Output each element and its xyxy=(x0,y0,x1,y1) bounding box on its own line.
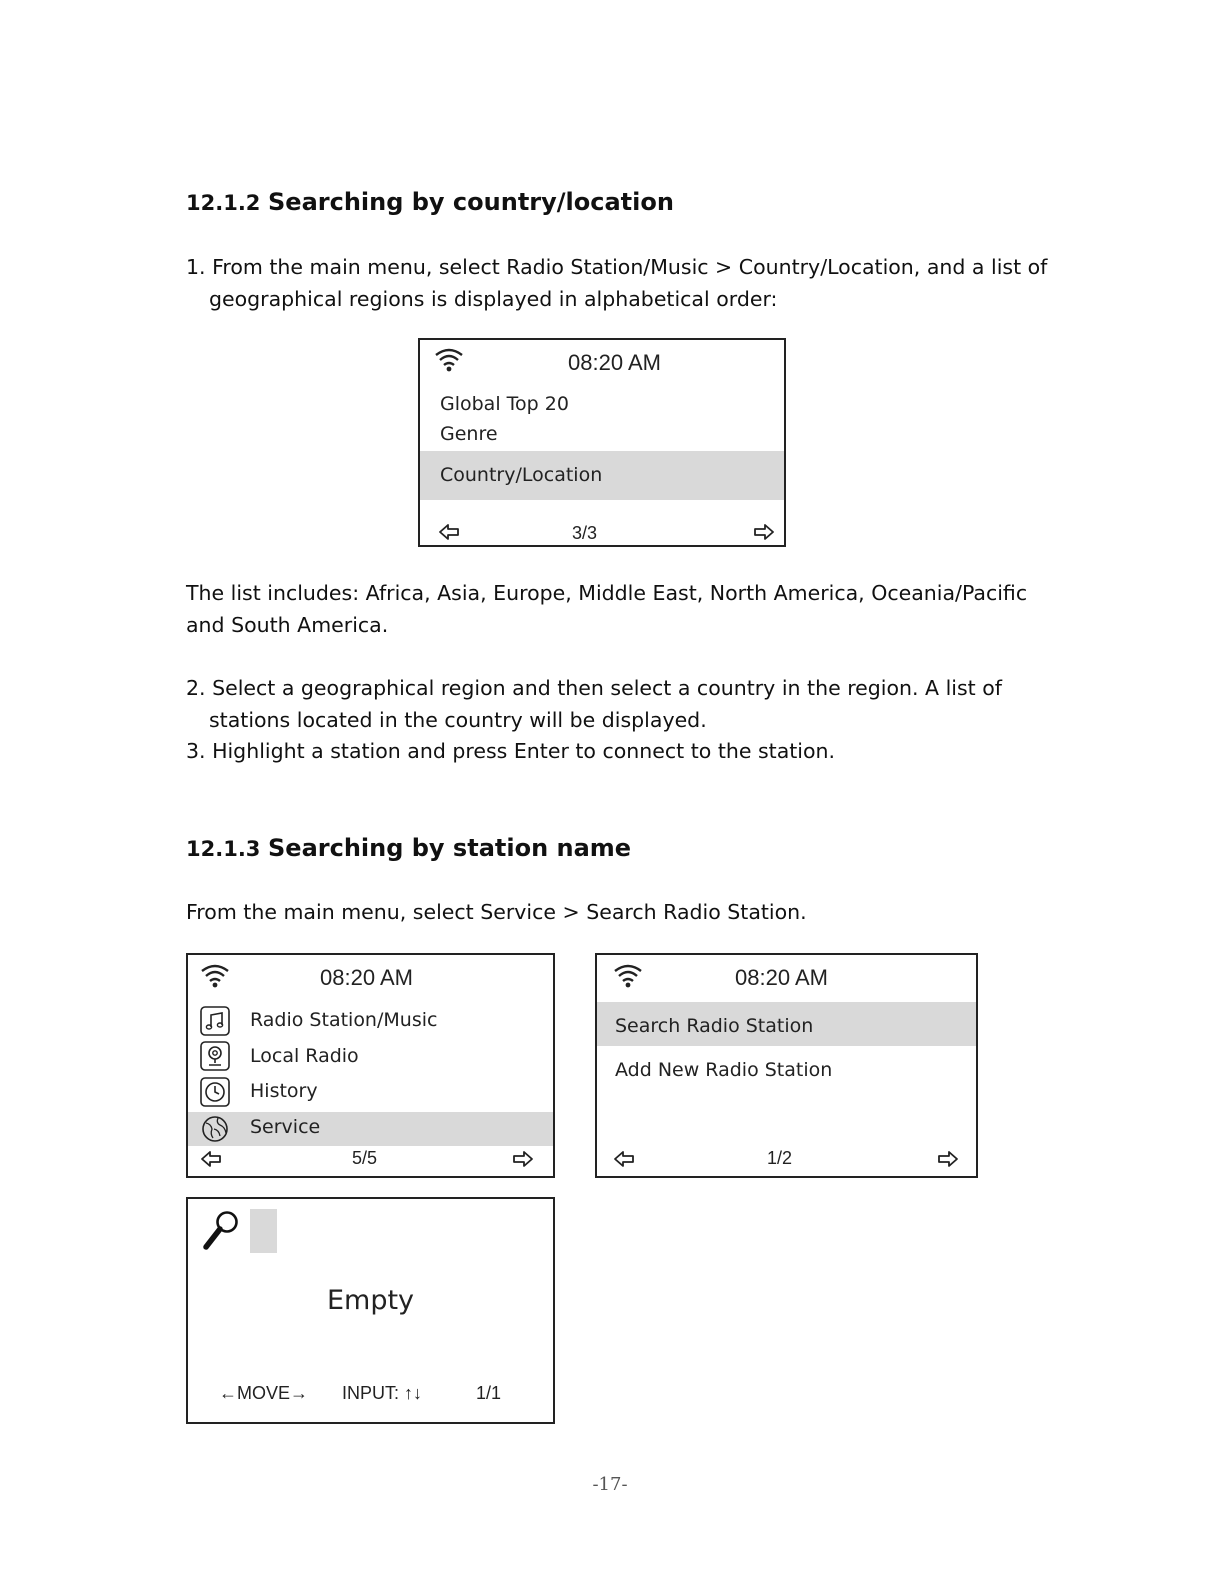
section-number: 12.1.2 xyxy=(186,191,261,215)
menu-item-global-top[interactable]: Global Top 20 xyxy=(440,393,569,415)
menu-item-service[interactable]: Service xyxy=(250,1116,321,1138)
step-1-line-1: 1. From the main menu, select Radio Station/Music > Country/Location, and a list of xyxy=(186,255,1048,279)
screen-country-location xyxy=(418,338,786,547)
menu-item-genre[interactable]: Genre xyxy=(440,423,498,445)
page-number: -17- xyxy=(592,1474,628,1495)
clock-time: 08:20 AM xyxy=(735,965,828,990)
page-indicator: 1/2 xyxy=(767,1148,793,1168)
region-list xyxy=(186,578,1027,641)
empty-label: Empty xyxy=(326,1285,415,1316)
wifi-icon xyxy=(613,962,643,988)
right-arrow-icon[interactable] xyxy=(753,523,775,541)
right-arrow-icon[interactable] xyxy=(512,1150,534,1168)
region-list-line-2: and South America. xyxy=(186,612,389,637)
step-1-line-2: geographical regions is displayed in alphabetical order: xyxy=(209,286,778,311)
input-hint: INPUT: ↑↓ xyxy=(342,1383,423,1403)
menu-item-add-new-radio-station[interactable]: Add New Radio Station xyxy=(615,1059,833,1081)
page-indicator: 3/3 xyxy=(572,523,598,543)
highlight-bar xyxy=(188,1112,553,1146)
music-note-icon xyxy=(200,1006,230,1036)
step-3: 3. Highlight a station and press Enter to connect to the station. xyxy=(186,739,836,763)
service-intro: From the main menu, select Service > Search Radio Station. xyxy=(186,900,807,924)
screen-main-menu xyxy=(186,953,555,1178)
wifi-icon xyxy=(200,962,230,988)
section-title: Searching by station name xyxy=(268,834,632,862)
step-2 xyxy=(186,673,1002,768)
wifi-icon xyxy=(434,346,464,372)
left-arrow-icon[interactable] xyxy=(200,1150,222,1168)
left-arrow-icon[interactable] xyxy=(438,523,460,541)
search-input[interactable] xyxy=(250,1209,277,1253)
menu-item-radio-station[interactable]: Radio Station/Music xyxy=(250,1009,438,1031)
screen-service xyxy=(595,953,978,1178)
step-2-line-1: 2. Select a geographical region and then select a country in the region. A list of xyxy=(186,676,1002,700)
left-arrow-icon[interactable] xyxy=(613,1150,635,1168)
move-hint: ←MOVE→ xyxy=(219,1383,309,1403)
menu-item-search-radio-station[interactable]: Search Radio Station xyxy=(615,1015,814,1037)
menu-item-history[interactable]: History xyxy=(250,1080,318,1102)
clock-icon xyxy=(200,1077,230,1107)
local-radio-icon xyxy=(200,1041,230,1071)
step-2-line-2: stations located in the country will be displayed. xyxy=(209,707,707,732)
menu-item-country-location[interactable]: Country/Location xyxy=(440,464,603,486)
section-heading-station-name xyxy=(186,834,631,862)
section-title: Searching by country/location xyxy=(268,188,674,216)
page-indicator: 5/5 xyxy=(352,1148,378,1168)
magnifier-icon xyxy=(202,1209,240,1251)
menu-item-local-radio[interactable]: Local Radio xyxy=(250,1045,359,1067)
clock-time: 08:20 AM xyxy=(568,350,661,375)
globe-icon xyxy=(200,1114,230,1144)
page-indicator: 1/1 xyxy=(476,1383,502,1403)
step-1 xyxy=(186,252,1047,315)
screen-search xyxy=(186,1197,555,1424)
section-heading-country xyxy=(186,188,674,216)
clock-time: 08:20 AM xyxy=(320,965,413,990)
region-list-line-1: The list includes: Africa, Asia, Europe, Middle East, North America, Oceania/Pacific xyxy=(186,581,1028,605)
right-arrow-icon[interactable] xyxy=(937,1150,959,1168)
section-number: 12.1.3 xyxy=(186,837,261,861)
